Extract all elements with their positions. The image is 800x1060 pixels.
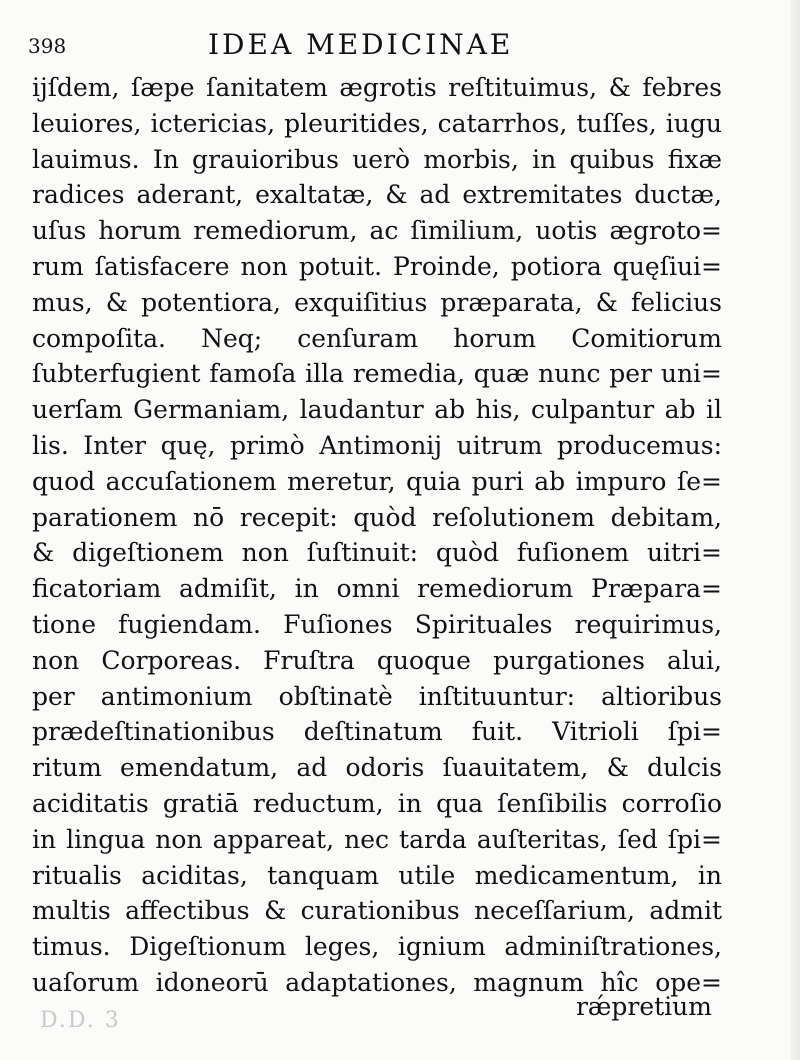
text-line: in lingua non appareat, nec tarda auſteritas, ſed ſpi= <box>32 824 722 854</box>
text-line: compoſita. Neq; cenſuram horum Comitiorum <box>32 323 722 353</box>
bleed-through-text: D.D. 3 <box>40 1008 121 1033</box>
body-text <box>32 70 722 1001</box>
text-line: multis affectibus & curationibus neceſſarium, admit <box>32 896 722 926</box>
text-line: & digeſtionem non ſuſtinuit: quòd fuſionem uitri= <box>32 538 722 568</box>
text-line: aciditatis gratiā reductum, in qua ſenſibilis corroſio <box>32 788 722 818</box>
text-line: ijſdem, ſæpe ſanitatem ægrotis reſtituimus, & febres <box>32 73 722 102</box>
text-line: ficatoriam admiſit, in omni remediorum Præpara= <box>32 574 722 604</box>
text-line: quod accuſationem meretur, quia puri ab impuro ſe= <box>32 466 722 496</box>
text-line: prædeſtinationibus deſtinatum fuit. Vitrioli ſpi= <box>32 717 722 747</box>
text-line: timus. Digeſtionum leges, ignium adminiſtrationes, <box>32 932 722 962</box>
text-line: lauimus. In grauioribus uerò morbis, in quibus fixæ <box>32 144 722 174</box>
text-line: ritualis aciditas, tanquam utile medicamentum, in <box>32 860 722 890</box>
page-edge-shadow <box>790 0 800 1060</box>
text-line: uſus horum remediorum, ac ſimilium, uotis ægroto= <box>32 216 722 246</box>
text-line: uaſorum idoneorū adaptationes, magnum hîc ope= <box>32 967 722 997</box>
text-line: non Corporeas. Fruſtra quoque purgationes alui, <box>32 645 722 675</box>
page-header <box>28 28 728 64</box>
text-line: mus, & potentiora, exquiſitius præparata, & felicius <box>32 287 722 317</box>
text-line: tione fugiendam. Fuſiones Spirituales requirimus, <box>32 609 722 639</box>
text-line: lis. Inter quę, primò Antimonij uitrum producemus: <box>32 430 722 460</box>
text-line: parationem nō recepit: quòd reſolutionem debitam, <box>32 502 722 532</box>
text-line: radices aderant, exaltatæ, & ad extremitates ductæ, <box>32 180 722 210</box>
text-line: ſubterfugient famoſa illa remedia, quæ nunc per uni= <box>32 359 722 389</box>
text-line: leuiores, ictericias, pleuritides, catarrhos, tuſſes, iugu <box>32 108 722 138</box>
running-head: IDEA MEDICINAE <box>208 28 514 61</box>
page-number: 398 <box>28 34 67 58</box>
catchword: rǽpretium <box>575 992 712 1021</box>
text-line: uerſam Germaniam, laudantur ab his, culpantur ab il <box>32 395 722 425</box>
text-line: rum ſatisfacere non potuit. Proinde, potiora quęſiui= <box>32 251 722 281</box>
text-line: per antimonium obſtinatè inſtituuntur: altioribus <box>32 681 722 711</box>
text-line: ritum emendatum, ad odoris ſuauitatem, & dulcis <box>32 753 722 783</box>
